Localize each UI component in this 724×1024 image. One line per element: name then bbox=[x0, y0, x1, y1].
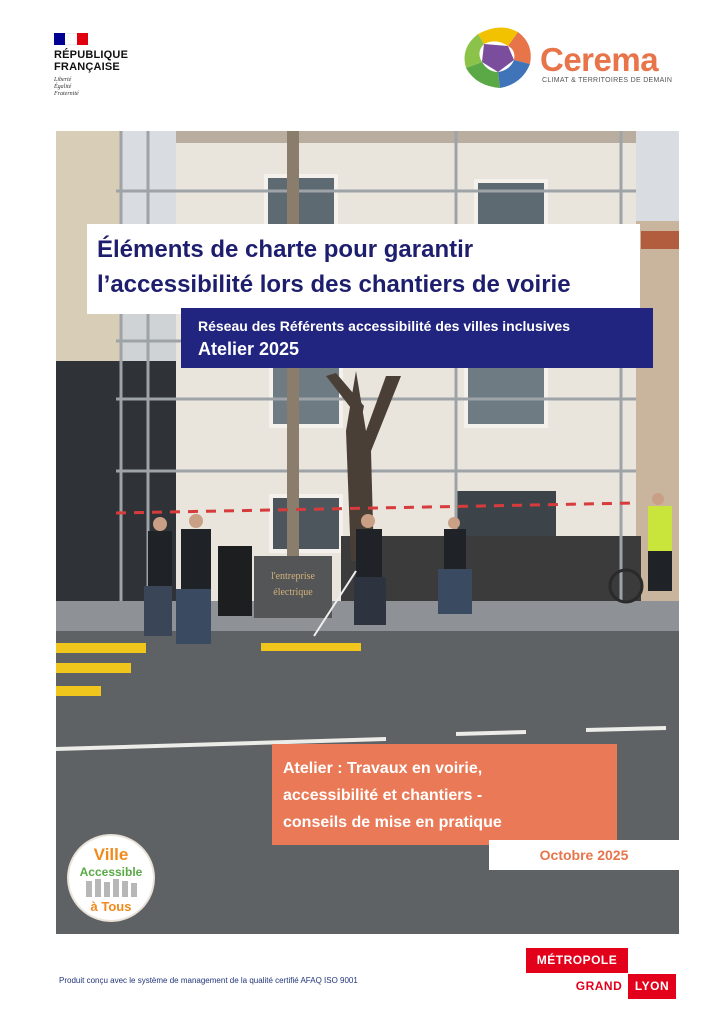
republique-motto bbox=[54, 77, 164, 98]
sign-line1: l'entreprise bbox=[270, 571, 316, 582]
cerema-mark-icon bbox=[460, 24, 536, 90]
metropole-word: MÉTROPOLE bbox=[526, 948, 628, 973]
date-text: Octobre 2025 bbox=[539, 847, 629, 863]
workshop-description bbox=[272, 744, 617, 845]
motto-liberte: Liberté bbox=[54, 77, 72, 83]
atelier-year: Atelier 2025 bbox=[198, 339, 300, 359]
republique-line2: FRANÇAISE bbox=[54, 61, 120, 73]
republique-line1: RÉPUBLIQUE bbox=[54, 49, 129, 61]
cerema-tagline: CLIMAT & TERRITOIRES DE DEMAIN bbox=[542, 77, 673, 84]
sign-line2: électrique bbox=[273, 587, 313, 598]
cerema-name: Cerema bbox=[540, 41, 659, 78]
ville-accessible-a-tous-logo bbox=[66, 833, 156, 923]
cerema-logo bbox=[460, 24, 690, 94]
ville-word: Ville bbox=[93, 845, 129, 864]
lyon-word: LYON bbox=[628, 974, 676, 999]
workshop-line-2: accessibilité et chantiers - bbox=[283, 787, 483, 804]
grand-word: GRAND bbox=[575, 979, 623, 993]
quality-certification-note: Produit conçu avec le système de management de la qualité certifié AFAQ ISO 9001 bbox=[59, 976, 358, 985]
network-subtitle: Réseau des Référents accessibilité des villes inclusives bbox=[198, 318, 570, 334]
motto-egalite: Égalité bbox=[54, 84, 72, 90]
french-flag-icon bbox=[54, 33, 88, 45]
document-title bbox=[87, 224, 640, 314]
title-line-2: l’accessibilité lors des chantiers de voirie bbox=[97, 271, 571, 298]
a-tous-word: à Tous bbox=[90, 899, 132, 914]
subtitle-banner bbox=[181, 308, 653, 368]
title-line-1: Éléments de charte pour garantir bbox=[97, 236, 474, 263]
publication-date bbox=[489, 840, 679, 870]
workshop-line-1: Atelier : Travaux en voirie, bbox=[283, 760, 483, 777]
accessible-word: Accessible bbox=[79, 865, 143, 879]
metropole-grand-lyon-logo bbox=[526, 948, 678, 1002]
motto-fraternite: Fraternité bbox=[54, 91, 79, 97]
republique-francaise-logo bbox=[54, 33, 164, 98]
workshop-line-3: conseils de mise en pratique bbox=[283, 814, 502, 831]
